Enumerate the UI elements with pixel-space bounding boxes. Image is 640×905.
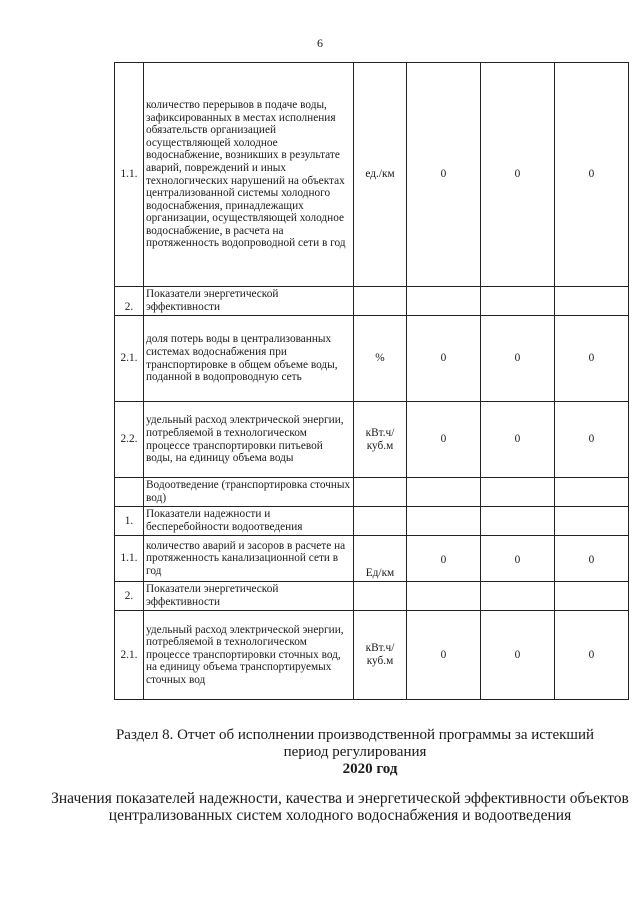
- row-value-1: [407, 478, 481, 507]
- row-value-1: [407, 507, 481, 536]
- row-value-3: [555, 287, 629, 316]
- row-number: 2.1.: [115, 316, 144, 402]
- row-number: 2.1.: [115, 611, 144, 700]
- row-value-1: [407, 287, 481, 316]
- row-value-1: 0: [407, 316, 481, 402]
- table-row: [115, 63, 629, 287]
- table-row: [115, 536, 629, 582]
- row-number: 2.2.: [115, 402, 144, 478]
- row-description: количество перерывов в подаче воды, зафиксированных в местах исполнения обязательств организацией осуществляющей холодное водоснабжение, возникших в результате аварий, повреждений и иных технологических нарушений на объектах централизованной системы холодного водоснабжения, принадлежащих организации, осуществляющей холодное водоснабжение, в расчета на протяженность водопроводной сети в год: [144, 63, 354, 287]
- table-row: [115, 507, 629, 536]
- row-unit: [354, 507, 407, 536]
- row-value-2: [481, 582, 555, 611]
- row-value-3: [555, 507, 629, 536]
- row-description: удельный расход электрической энергии, потребляемой в технологическом процессе транспортировки сточных вод, на единицу объема транспортируемых сточных вод: [144, 611, 354, 700]
- row-value-2: [481, 478, 555, 507]
- row-description: количество аварий и засоров в расчете на протяженность канализационной сети в год: [144, 536, 354, 582]
- row-description: Показатели энергетической эффективности: [144, 287, 354, 316]
- row-value-3: 0: [555, 611, 629, 700]
- indicators-table: [114, 62, 629, 700]
- table-row: [115, 287, 629, 316]
- row-number: 2.: [115, 582, 144, 611]
- table-row: [115, 582, 629, 611]
- section-title: Раздел 8. Отчет об исполнении производственной программы за истекший период регулирования: [115, 727, 595, 760]
- row-value-2: 0: [481, 402, 555, 478]
- row-value-2: 0: [481, 536, 555, 582]
- table-row: [115, 402, 629, 478]
- row-value-1: 0: [407, 402, 481, 478]
- row-value-3: 0: [555, 536, 629, 582]
- row-unit: %: [354, 316, 407, 402]
- row-value-2: 0: [481, 611, 555, 700]
- row-value-2: 0: [481, 63, 555, 287]
- row-unit: [354, 582, 407, 611]
- row-number: 1.1.: [115, 63, 144, 287]
- row-value-1: [407, 582, 481, 611]
- section-subtitle: Значения показателей надежности, качества и энергетической эффективности объектов централизованных систем холодного водоснабжения и водоотведения: [51, 790, 629, 824]
- row-value-1: 0: [407, 611, 481, 700]
- row-value-2: [481, 507, 555, 536]
- row-value-3: 0: [555, 316, 629, 402]
- row-number: [115, 478, 144, 507]
- row-value-3: [555, 478, 629, 507]
- row-value-1: 0: [407, 63, 481, 287]
- row-unit: [354, 287, 407, 316]
- row-unit: [354, 478, 407, 507]
- row-description: Показатели энергетической эффективности: [144, 582, 354, 611]
- row-description: удельный расход электрической энергии, потребляемой в технологическом процессе транспортировки питьевой воды, на единицу объема воды: [144, 402, 354, 478]
- page-number: 6: [317, 36, 323, 50]
- table-row: [115, 611, 629, 700]
- table-row: [115, 478, 629, 507]
- row-description: Показатели надежности и бесперебойности водоотведения: [144, 507, 354, 536]
- row-value-3: [555, 582, 629, 611]
- row-unit: кВт.ч/куб.м: [354, 611, 407, 700]
- row-unit: кВт.ч/куб.м: [354, 402, 407, 478]
- row-number: 1.1.: [115, 536, 144, 582]
- row-number: 1.: [115, 507, 144, 536]
- row-value-3: 0: [555, 63, 629, 287]
- row-number: 2.: [115, 287, 144, 316]
- report-year: 2020 год: [342, 761, 398, 777]
- row-value-3: 0: [555, 402, 629, 478]
- row-description: доля потерь воды в централизованных системах водоснабжения при транспортировке в общем объеме воды, поданной в водопроводную сеть: [144, 316, 354, 402]
- row-value-1: 0: [407, 536, 481, 582]
- row-unit: ед./км: [354, 63, 407, 287]
- row-value-2: 0: [481, 316, 555, 402]
- row-unit: Ед/км: [354, 536, 407, 582]
- row-description: Водоотведение (транспортировка сточных вод): [144, 478, 354, 507]
- row-value-2: [481, 287, 555, 316]
- table-row: [115, 316, 629, 402]
